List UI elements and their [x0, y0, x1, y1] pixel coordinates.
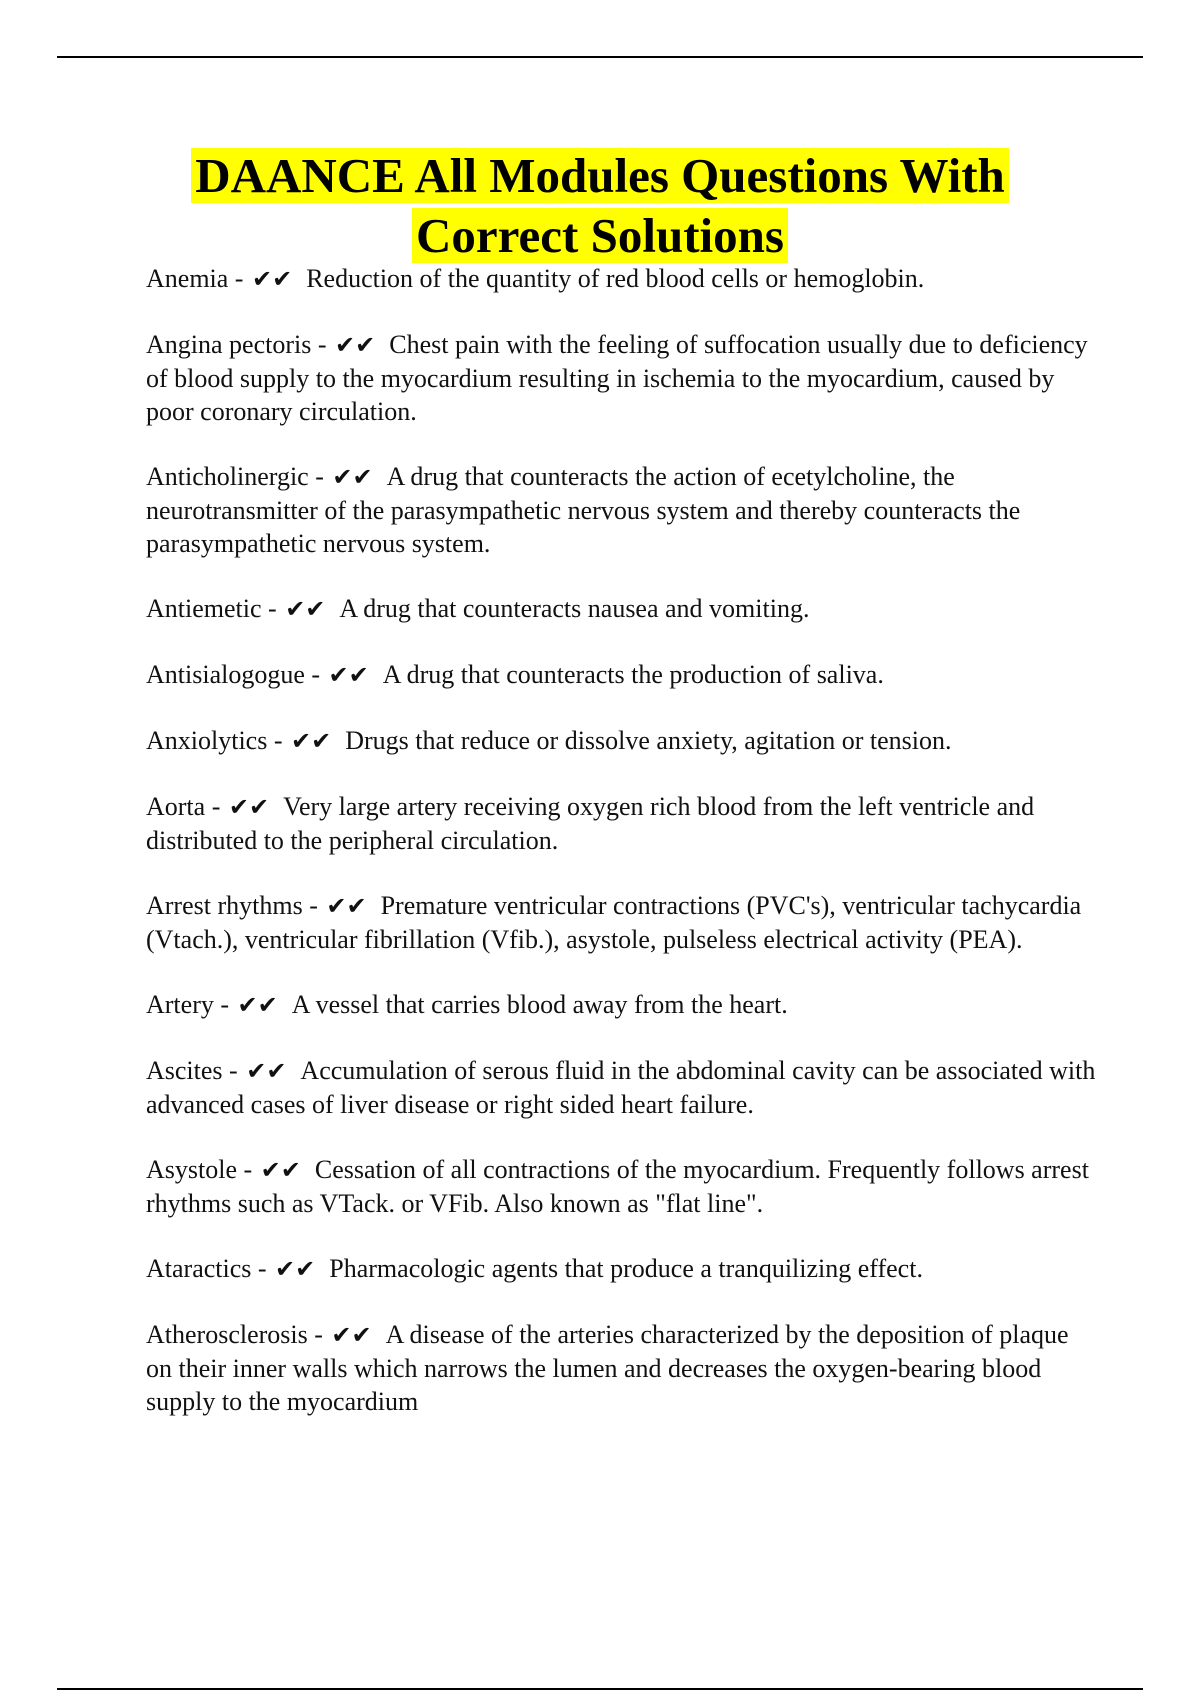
- entry-term: Anxiolytics -: [146, 726, 283, 755]
- glossary-entry: [146, 658, 1096, 692]
- entry-definition: Chest pain with the feeling of suffocation usually due to deficiency of blood supply to the myocardium resulting in ischemia to the myocardium, caused by poor coronary circulation.: [146, 330, 1088, 426]
- entry-definition: A vessel that carries blood away from the heart.: [291, 990, 788, 1019]
- double-check-icon: ✔✔: [331, 1321, 372, 1349]
- glossary-entry: [146, 1318, 1096, 1418]
- glossary-entry: [146, 889, 1096, 956]
- entry-term: Atherosclerosis -: [146, 1320, 323, 1349]
- entry-definition: Reduction of the quantity of red blood cells or hemoglobin.: [306, 264, 925, 293]
- double-check-icon: ✔✔: [335, 331, 376, 359]
- entry-term: Arrest rhythms -: [146, 891, 318, 920]
- entry-definition: A drug that counteracts the production of saliva.: [382, 660, 884, 689]
- entry-term: Anticholinergic -: [146, 462, 324, 491]
- glossary-entry: [146, 592, 1096, 626]
- entry-definition: Accumulation of serous fluid in the abdominal cavity can be associated with advanced cases of liver disease or right sided heart failure.: [146, 1056, 1096, 1119]
- double-check-icon: ✔✔: [228, 793, 270, 821]
- entry-term: Antisialogogue -: [146, 660, 321, 689]
- entry-definition: A disease of the arteries characterized by the deposition of plaque on their inner walls which narrows the lumen and decreases the oxygen-bearing blood supply to the myocardium: [146, 1320, 1069, 1416]
- top-divider: [57, 56, 1143, 58]
- double-check-icon: ✔✔: [326, 892, 367, 920]
- title-line-2: Correct Solutions: [412, 208, 788, 263]
- glossary-entry: [146, 1153, 1096, 1220]
- glossary-entry: [146, 328, 1096, 428]
- entry-term: Ascites -: [146, 1056, 238, 1085]
- double-check-icon: ✔✔: [237, 991, 278, 1019]
- glossary-entry: [146, 262, 1096, 296]
- double-check-icon: ✔✔: [251, 265, 293, 293]
- double-check-icon: ✔✔: [291, 727, 332, 755]
- double-check-icon: ✔✔: [285, 595, 326, 623]
- double-check-icon: ✔✔: [275, 1255, 316, 1283]
- entry-definition: Premature ventricular contractions (PVC's), ventricular tachycardia (Vtach.), ventricular fibrillation (Vfib.), asystole, pulseless electrical activity (PEA).: [146, 891, 1082, 954]
- double-check-icon: ✔✔: [328, 661, 369, 689]
- entry-term: Angina pectoris -: [146, 330, 327, 359]
- entry-term: Anemia -: [146, 264, 244, 293]
- glossary-entry: [146, 1054, 1096, 1121]
- double-check-icon: ✔✔: [332, 463, 373, 491]
- double-check-icon: ✔✔: [246, 1057, 287, 1085]
- glossary-entry: [146, 460, 1096, 560]
- glossary-list: [146, 262, 1096, 1450]
- title-line-1: DAANCE All Modules Questions With: [191, 148, 1009, 203]
- entry-term: Antiemetic -: [146, 594, 277, 623]
- entry-definition: A drug that counteracts the action of ecetylcholine, the neurotransmitter of the parasympathetic nervous system and thereby counteracts the parasympathetic nervous system.: [146, 462, 1021, 558]
- bottom-divider: [57, 1688, 1143, 1690]
- entry-definition: Cessation of all contractions of the myocardium. Frequently follows arrest rhythms such as VTack. or VFib. Also known as "flat line".: [146, 1155, 1089, 1218]
- glossary-entry: [146, 724, 1096, 758]
- entry-definition: Drugs that reduce or dissolve anxiety, agitation or tension.: [345, 726, 952, 755]
- entry-definition: Pharmacologic agents that produce a tranquilizing effect.: [329, 1254, 923, 1283]
- entry-term: Artery -: [146, 990, 230, 1019]
- entry-definition: A drug that counteracts nausea and vomiting.: [339, 594, 810, 623]
- glossary-entry: [146, 790, 1096, 857]
- glossary-entry: [146, 988, 1096, 1022]
- double-check-icon: ✔✔: [260, 1156, 301, 1184]
- entry-term: Asystole -: [146, 1155, 253, 1184]
- glossary-entry: [146, 1252, 1096, 1286]
- entry-definition: Very large artery receiving oxygen rich blood from the left ventricle and distributed to the peripheral circulation.: [146, 792, 1035, 855]
- page-title: [0, 146, 1200, 266]
- entry-term: Aorta -: [146, 792, 221, 821]
- entry-term: Ataractics -: [146, 1254, 267, 1283]
